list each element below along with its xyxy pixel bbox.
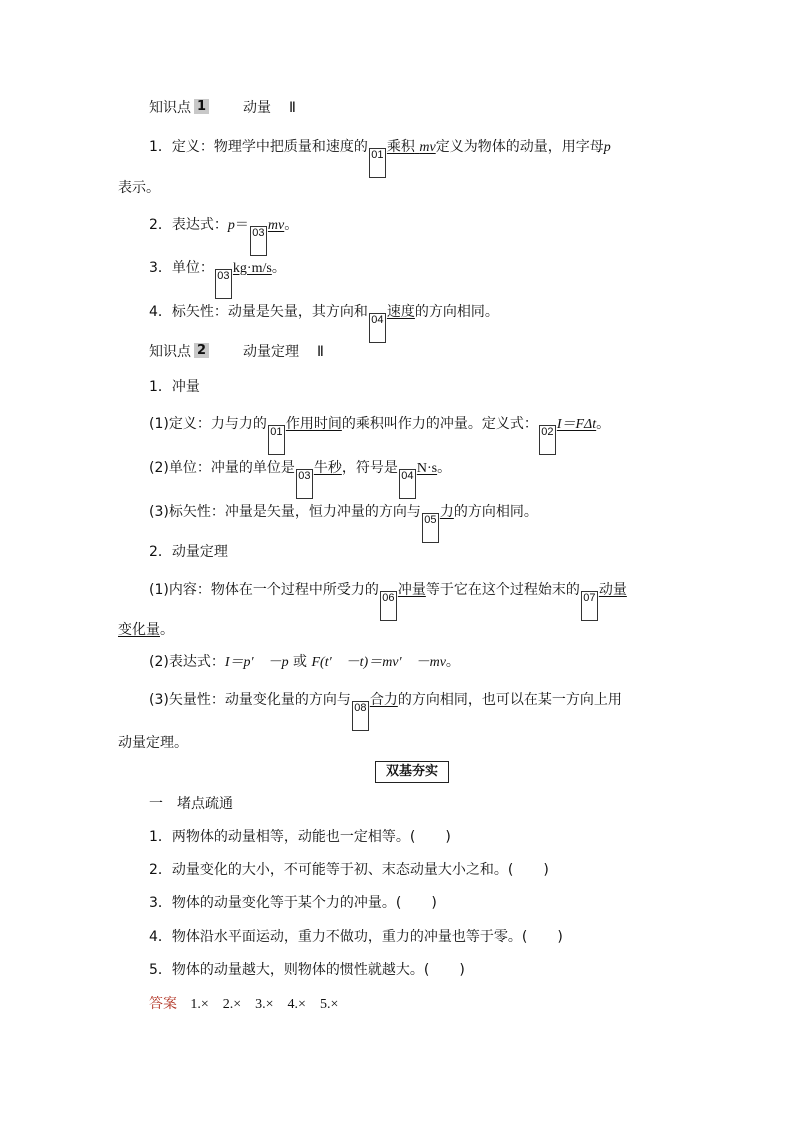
blank-number: 05 <box>422 513 439 543</box>
blank-number: 03 <box>215 269 232 299</box>
question-4: 4．物体沿水平面运动，重力不做功，重力的冲量也等于零。( ) <box>149 929 563 945</box>
theorem-vector: (3)矢量性：动量变化量的方向与 08 合力的方向相同，也可以在某一方向上用 <box>149 690 622 731</box>
blank-number: 07 <box>581 591 598 621</box>
s1-definition-cont: 表示。 <box>118 180 160 196</box>
blank-number: 03 <box>250 226 267 256</box>
blank-number: 02 <box>539 425 556 455</box>
answer-blank: 牛秒 <box>313 460 342 476</box>
section1-heading <box>149 98 296 118</box>
answer-label: 答案 <box>149 996 177 1012</box>
answer-blank: 变化量 <box>118 622 160 638</box>
answer-blank: 动量 <box>598 582 627 598</box>
section2-level: Ⅱ <box>317 344 324 360</box>
impulse-unit: (2)单位：冲量的单位是 03 牛秒，符号是 04 N·s。 <box>149 458 451 499</box>
section2-heading <box>149 342 324 362</box>
section1-label: 知识点 <box>149 100 191 116</box>
blank-number: 01 <box>369 148 386 178</box>
blank-number: 03 <box>296 469 313 499</box>
section1-badge: 1 <box>194 99 209 114</box>
formula: I＝p′ －p <box>224 655 289 670</box>
s1-expression: 2．表达式：p＝ 03 mv。 <box>149 215 298 256</box>
section1-title: 动量 <box>243 100 272 116</box>
impulse-vector: (3)标矢性：冲量是矢量，恒力冲量的方向与 05 力的方向相同。 <box>149 502 538 543</box>
question-1: 1．两物体的动量相等，动能也一定相等。( ) <box>149 829 451 845</box>
answer-blank: mv <box>267 218 285 233</box>
answer-blank: 速度 <box>386 304 415 320</box>
blank-number: 04 <box>399 469 416 499</box>
question-3: 3．物体的动量变化等于某个力的冲量。( ) <box>149 895 437 911</box>
theorem-vector-cont: 动量定理。 <box>118 735 188 751</box>
answer-blank: 乘积 mv <box>386 139 436 155</box>
question-5: 5．物体的动量越大，则物体的惯性就越大。( ) <box>149 962 465 978</box>
answer-blank: 冲量 <box>397 582 426 598</box>
blank-number: 06 <box>380 591 397 621</box>
theorem-content-cont: 变化量。 <box>118 622 174 638</box>
section2-badge: 2 <box>194 343 209 358</box>
answer-row <box>149 994 338 1015</box>
theorem-expression: (2)表达式：I＝p′ －p 或 F(t′ －t)＝mv′ －mv。 <box>149 654 460 670</box>
blank-number: 04 <box>369 313 386 343</box>
section-box-title: 双基夯实 <box>375 761 449 783</box>
theorem-content: (1)内容：物体在一个过程中所受力的 06 冲量等于它在这个过程始末的 07 动量 <box>149 580 627 621</box>
section2-label: 知识点 <box>149 344 191 360</box>
practice-heading: 一 堵点疏通 <box>149 796 233 812</box>
answer-blank: kg·m/s <box>232 261 272 276</box>
impulse-definition: (1)定义：力与力的 01 作用时间的乘积叫作力的冲量。定义式： 02 I＝FΔt。 <box>149 414 610 455</box>
answer-blank: N·s <box>416 461 438 476</box>
answer-blank: 力 <box>439 504 454 520</box>
formula: F(t′ －t)＝mv′ －mv <box>311 655 446 670</box>
answer-blank: 作用时间 <box>285 416 342 432</box>
answer-list: 1.× 2.× 3.× 4.× 5.× <box>190 997 339 1012</box>
theorem-title: 2．动量定理 <box>149 544 228 560</box>
impulse-title: 1．冲量 <box>149 379 200 395</box>
section1-level: Ⅱ <box>289 100 296 116</box>
blank-number: 08 <box>352 701 369 731</box>
answer-blank: I＝FΔt <box>556 417 597 432</box>
blank-number: 01 <box>268 425 285 455</box>
section2-title: 动量定理 <box>243 344 300 360</box>
s1-unit: 3．单位： 03 kg·m/s。 <box>149 258 286 299</box>
s1-vector: 4．标矢性：动量是矢量，其方向和 04 速度的方向相同。 <box>149 302 499 343</box>
question-2: 2．动量变化的大小，不可能等于初、末态动量大小之和。( ) <box>149 862 549 878</box>
answer-blank: 合力 <box>369 692 398 708</box>
s1-definition: 1．定义：物理学中把质量和速度的 01 乘积 mv定义为物体的动量，用字母p <box>149 137 611 178</box>
